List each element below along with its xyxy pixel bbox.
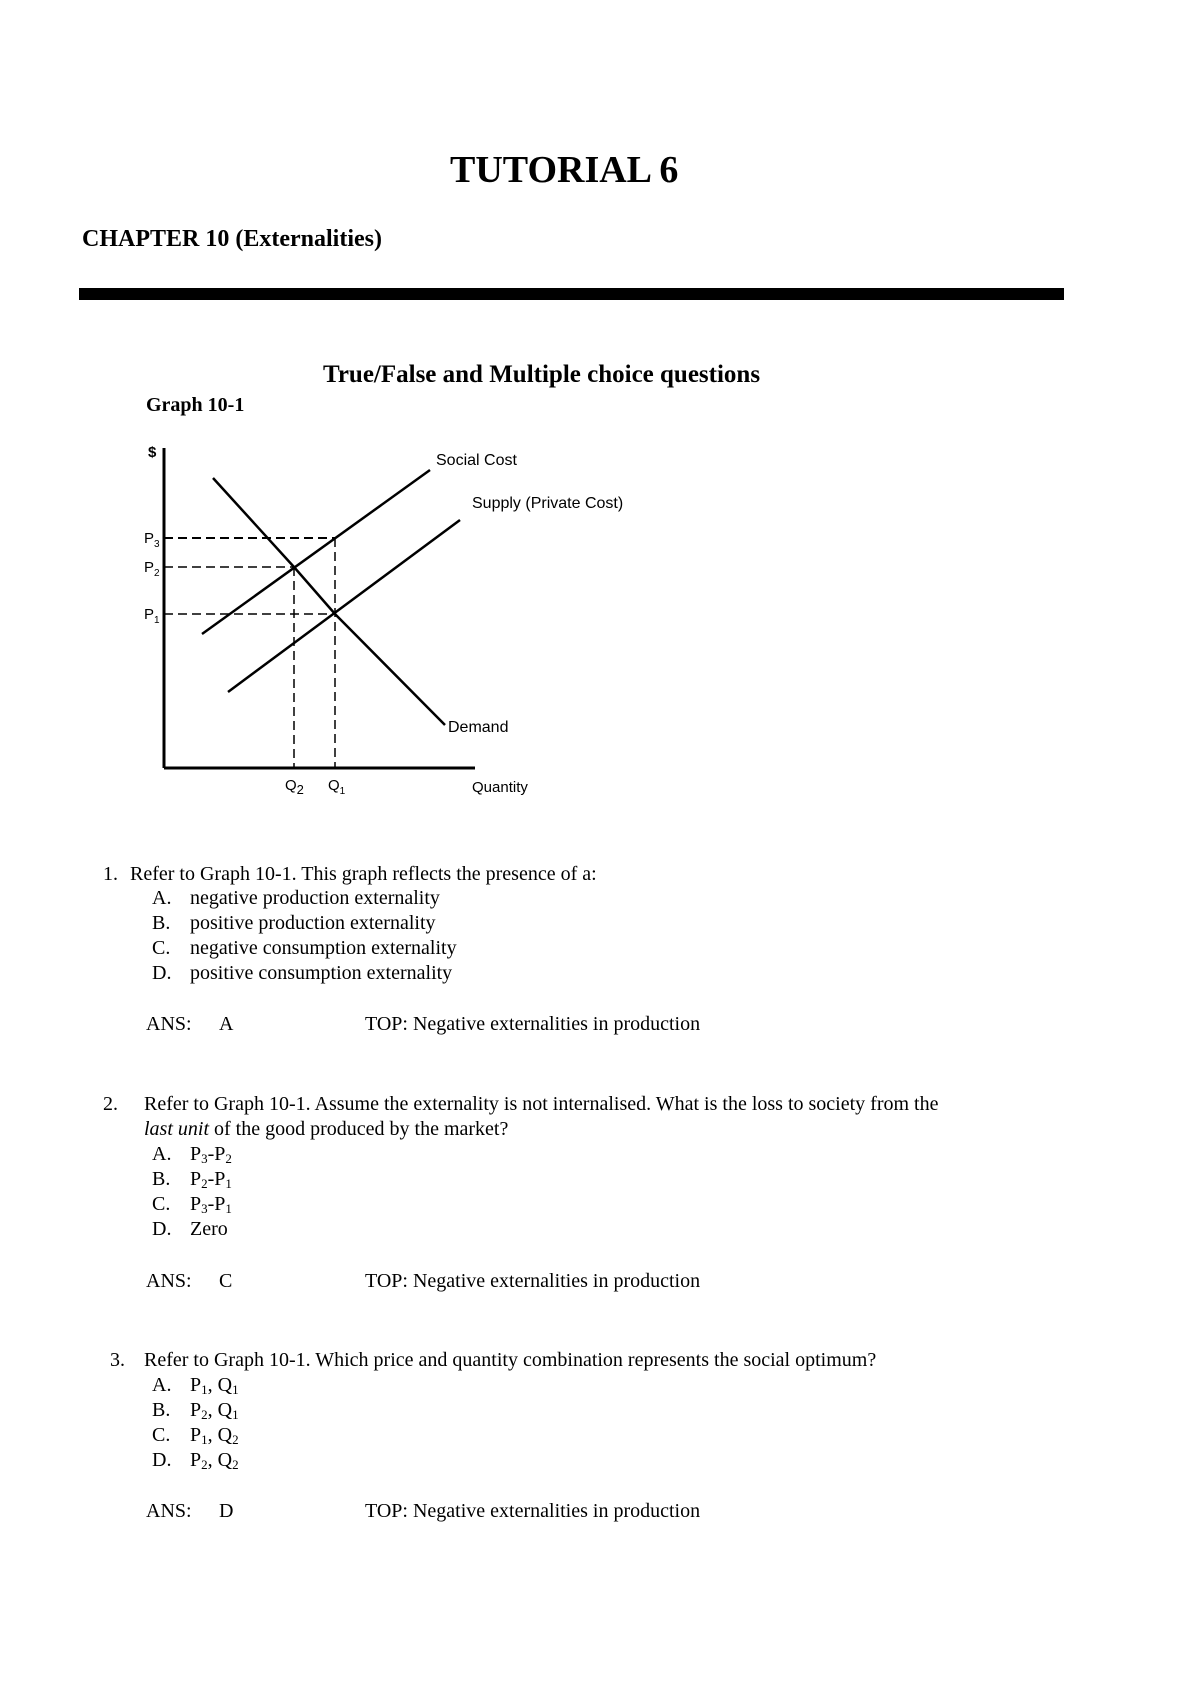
q2-option-c: C. $P_3-P_1$ bbox=[152, 1193, 232, 1216]
q3-option-c: C. $P_1$, $Q_2$ bbox=[152, 1424, 239, 1447]
q1-option-c: C. negative consumption externality bbox=[152, 937, 457, 959]
q1-option-d: D. positive consumption externality bbox=[152, 962, 453, 984]
supply-curve bbox=[228, 520, 460, 692]
q2-answer-label: ANS: bbox=[146, 1270, 192, 1292]
q1-option-b: B. positive production externality bbox=[152, 912, 436, 934]
q2-label: Q2 bbox=[285, 777, 304, 797]
demand-label: Demand bbox=[448, 719, 509, 736]
q2-topic: TOP: Negative externalities in production bbox=[365, 1270, 701, 1292]
page-title: TUTORIAL 6 bbox=[450, 149, 679, 191]
q2-option-d: D. Zero bbox=[152, 1218, 228, 1240]
question-text: Refer to Graph 10-1. This graph reflects the presence of a: bbox=[130, 863, 597, 885]
q1-topic: TOP: Negative externalities in production bbox=[365, 1013, 701, 1035]
question-text: Refer to Graph 10-1. Which price and quantity combination represents the social optimum? bbox=[144, 1349, 877, 1371]
q1-option-a: A. negative production externality bbox=[152, 887, 440, 909]
externality-graph bbox=[130, 430, 624, 810]
q2-answer: C bbox=[219, 1270, 233, 1292]
q3-answer: D bbox=[219, 1500, 234, 1522]
question-2 bbox=[103, 1092, 938, 1117]
q1-answer: A bbox=[219, 1013, 234, 1035]
graph-caption: Graph 10-1 bbox=[146, 394, 245, 416]
question-2-line-2: last unit of the good produced by the market? bbox=[144, 1118, 509, 1140]
y-axis-label: $ bbox=[148, 444, 157, 461]
q3-topic: TOP: Negative externalities in production bbox=[365, 1500, 701, 1522]
q2-option-a: A. $P_3-P_2$ bbox=[152, 1143, 232, 1166]
p3-label: $P_3$ bbox=[144, 530, 160, 550]
question-1 bbox=[103, 862, 597, 887]
question-number: 3. bbox=[110, 1349, 125, 1371]
emphasis-text: last unit bbox=[144, 1118, 210, 1140]
supply-label: Supply (Private Cost) bbox=[472, 495, 624, 512]
q1-label: $Q_1$ bbox=[328, 777, 346, 797]
x-axis-label: Quantity bbox=[472, 779, 528, 796]
q3-answer-label: ANS: bbox=[146, 1500, 192, 1522]
social-cost-curve bbox=[202, 470, 430, 634]
q3-option-a: A. $P_1$, $Q_1$ bbox=[152, 1374, 239, 1397]
section-title: True/False and Multiple choice questions bbox=[323, 361, 761, 388]
social-cost-label: Social Cost bbox=[436, 452, 517, 469]
q3-option-d: D. $P_2$, $Q_2$ bbox=[152, 1449, 239, 1472]
chapter-heading: CHAPTER 10 (Externalities) bbox=[82, 226, 382, 252]
q3-option-b: B. $P_2$, $Q_1$ bbox=[152, 1399, 239, 1422]
q2-option-b: B. $P_2-P_1$ bbox=[152, 1168, 232, 1191]
q1-answer-label: ANS: bbox=[146, 1013, 192, 1035]
question-3 bbox=[110, 1348, 876, 1373]
question-number: 1. bbox=[103, 863, 118, 885]
p1-label: $P_1$ bbox=[144, 606, 160, 626]
heading-rule bbox=[79, 288, 1064, 300]
question-number: 2. bbox=[103, 1093, 118, 1115]
question-text: Refer to Graph 10-1. Assume the externality is not internalised. What is the loss to society from the bbox=[144, 1093, 939, 1115]
p2-label: $P_2$ bbox=[144, 559, 160, 579]
